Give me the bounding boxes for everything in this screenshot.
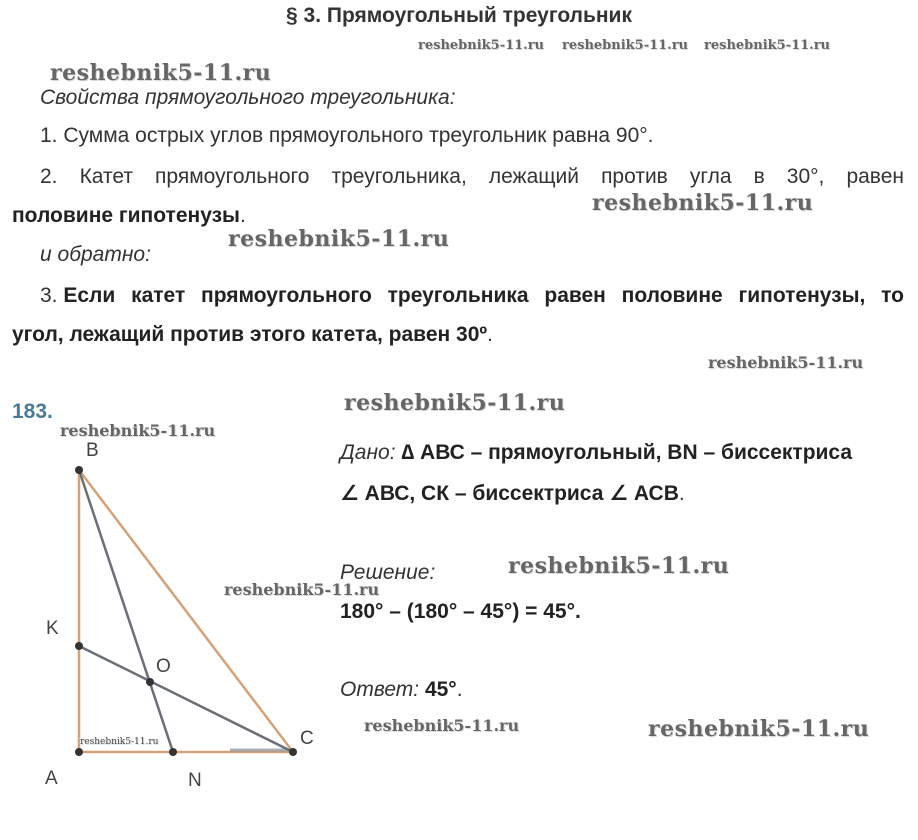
theory-item-2-line1: 2. Катет прямоугольного треугольника, лежащий против угла в 30°, равен (40, 165, 904, 188)
theory-item-3-bold-2: угол, лежащий против этого катета, равен 30º (12, 323, 488, 346)
watermark: reshebnik5-11.ru (708, 353, 864, 372)
watermark: reshebnik5-11.ru (228, 226, 450, 252)
page-title: § 3. Прямоугольный треугольник (286, 4, 632, 27)
solution-label: Решение: (340, 561, 436, 584)
label-a: A (45, 768, 58, 789)
given-line2 (340, 481, 685, 506)
watermark: reshebnik5-11.ru (704, 38, 831, 53)
theory-item-1: 1. Сумма острых углов прямоугольного треугольник равна 90°. (40, 124, 654, 147)
watermark: reshebnik5-11.ru (80, 737, 159, 747)
watermark: reshebnik5-11.ru (224, 580, 380, 599)
point-n (169, 748, 177, 756)
theory-item-3-end: . (487, 323, 493, 346)
watermark: reshebnik5-11.ru (418, 38, 545, 53)
theory-item-2-end: . (239, 204, 246, 227)
label-c: C (300, 728, 314, 749)
hypotenuse-bc (79, 470, 293, 752)
answer-value: 45° (424, 678, 457, 701)
watermark: reshebnik5-11.ru (562, 38, 689, 53)
point-b (75, 466, 83, 474)
problem-number: 183. (12, 400, 53, 423)
label-n: N (188, 770, 202, 791)
point-o (146, 678, 154, 686)
watermark: reshebnik5-11.ru (60, 421, 216, 440)
point-a (75, 748, 83, 756)
given-end: . (678, 482, 685, 505)
theory-intro: Свойства прямоугольного треугольника: (40, 86, 456, 109)
theory-converse: и обратно: (40, 243, 151, 266)
answer-end: . (456, 678, 463, 701)
given-text-1: ∆ АВС – прямоугольный, BN – биссектриса (401, 441, 853, 464)
watermark: reshebnik5-11.ru (592, 190, 814, 216)
label-o: O (156, 656, 171, 677)
theory-item-2-bold: половине гипотенузы (12, 204, 240, 227)
watermark: reshebnik5-11.ru (344, 390, 566, 416)
answer (340, 678, 463, 702)
solution-text: 180° – (180° – 45°) = 45°. (340, 600, 581, 623)
given-label: Дано: (340, 441, 402, 464)
answer-label: Ответ: (340, 678, 425, 701)
watermark: reshebnik5-11.ru (508, 553, 730, 579)
label-k: K (46, 618, 59, 639)
point-k (75, 642, 83, 650)
watermark: reshebnik5-11.ru (50, 60, 272, 86)
watermark: reshebnik5-11.ru (648, 716, 870, 742)
bisector-bn (79, 470, 173, 752)
given-text-2: ∠ АВС, СК – биссектриса ∠ АСВ (340, 482, 679, 505)
given-line1 (340, 441, 852, 465)
theory-item-3-bold-1: Если катет прямоугольного треугольника равен половине гипотенузы, то (63, 284, 904, 307)
theory-item-3-num: 3. (40, 284, 64, 307)
point-c (289, 748, 297, 756)
label-b: B (86, 440, 99, 461)
watermark: reshebnik5-11.ru (364, 716, 520, 735)
